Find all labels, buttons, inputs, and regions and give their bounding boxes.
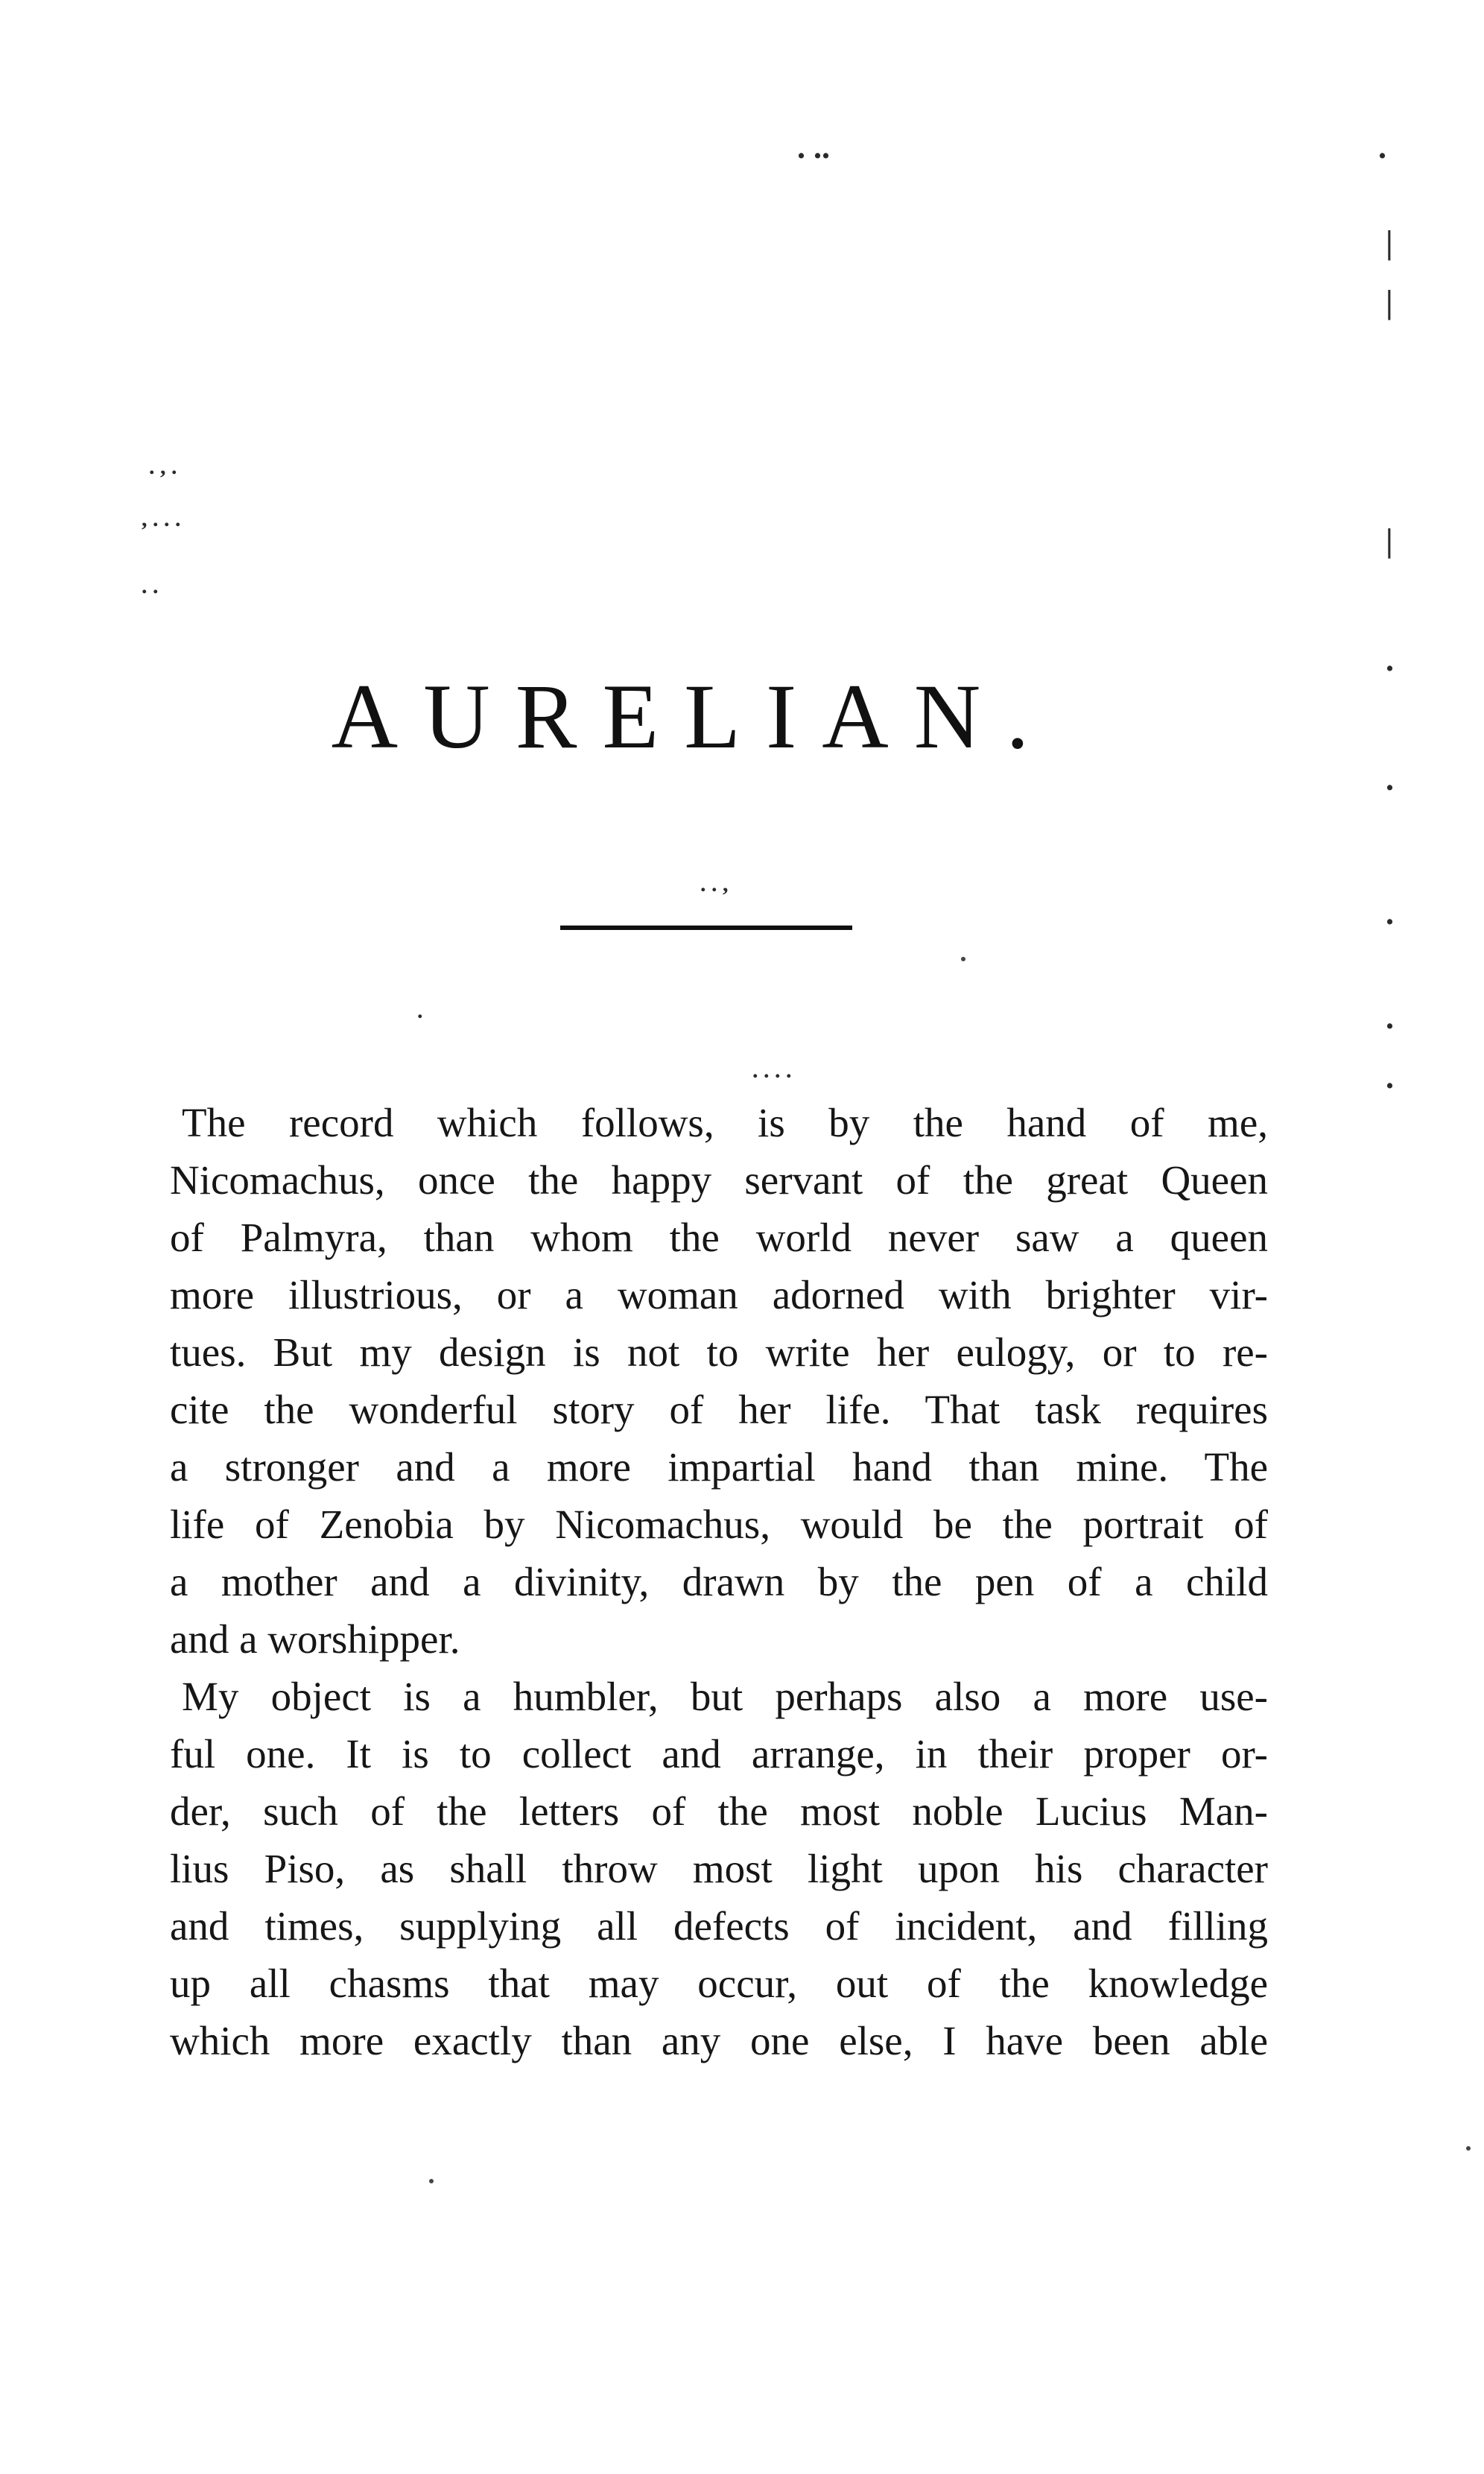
paragraph-1 xyxy=(170,1094,1268,1668)
text-line: and times, supplying all defects of incident, and filling xyxy=(170,1903,1268,1949)
bleed-mark: . xyxy=(1378,129,1386,165)
bleed-mark: . xyxy=(1386,761,1394,797)
bleed-dot xyxy=(429,2179,434,2183)
text-line: up all chasms that may occur, out of the knowledge xyxy=(170,1961,1268,2006)
text-line: My object is a humbler, but perhaps also a more use- xyxy=(182,1674,1268,1719)
bleed-mark: . xyxy=(1386,895,1394,931)
text-line: of Palmyra, than whom the world never saw a queen xyxy=(170,1215,1268,1260)
bleed-mark: . , . xyxy=(149,455,177,479)
bleed-mark: . xyxy=(417,999,423,1023)
text-line: a stronger and a more impartial hand than mine. The xyxy=(170,1444,1268,1490)
text-line: and a worshipper. xyxy=(170,1616,460,1662)
bleed-mark: . . , xyxy=(700,872,729,896)
paragraph-2 xyxy=(170,1668,1268,2069)
text-line: cite the wonderful story of her life. That task requires xyxy=(170,1387,1268,1432)
bleed-mark: , . . . xyxy=(142,507,181,531)
bleed-dot xyxy=(961,957,965,961)
bleed-mark: | xyxy=(1386,522,1393,559)
text-line: Nicomachus, once the happy servant of the great Queen xyxy=(170,1157,1268,1203)
text-line: life of Zenobia by Nicomachus, would be the portrait of xyxy=(170,1502,1268,1547)
text-line: a mother and a divinity, drawn by the pen of a child xyxy=(170,1559,1268,1604)
text-line: The record which follows, is by the hand of me, xyxy=(182,1100,1268,1145)
text-line: der, such of the letters of the most noble Lucius Man- xyxy=(170,1788,1268,1834)
page-title: AURELIAN. xyxy=(331,665,1055,768)
text-line: more illustrious, or a woman adorned with brighter vir- xyxy=(170,1272,1268,1317)
text-line: lius Piso, as shall throw most light upon his character xyxy=(170,1846,1268,1891)
bleed-mark: . xyxy=(1386,999,1394,1036)
text-line: ful one. It is to collect and arrange, in their proper or- xyxy=(170,1731,1268,1777)
body-text xyxy=(170,1094,1268,2069)
bleed-mark: . . xyxy=(142,574,159,598)
title-rule xyxy=(560,926,852,930)
bleed-mark: . xyxy=(1386,642,1394,678)
bleed-mark: | xyxy=(1386,224,1393,261)
text-line: tues. But my design is not to write her eulogy, or to re- xyxy=(170,1329,1268,1375)
bleed-mark: . xyxy=(1386,1059,1394,1095)
bleed-dot xyxy=(1466,2146,1471,2151)
bleed-mark: | xyxy=(1386,284,1393,320)
bleed-mark: . . . . xyxy=(752,1058,792,1083)
bleed-mark: . .. xyxy=(797,129,830,165)
text-line: which more exactly than any one else, I have been able xyxy=(170,2018,1268,2063)
